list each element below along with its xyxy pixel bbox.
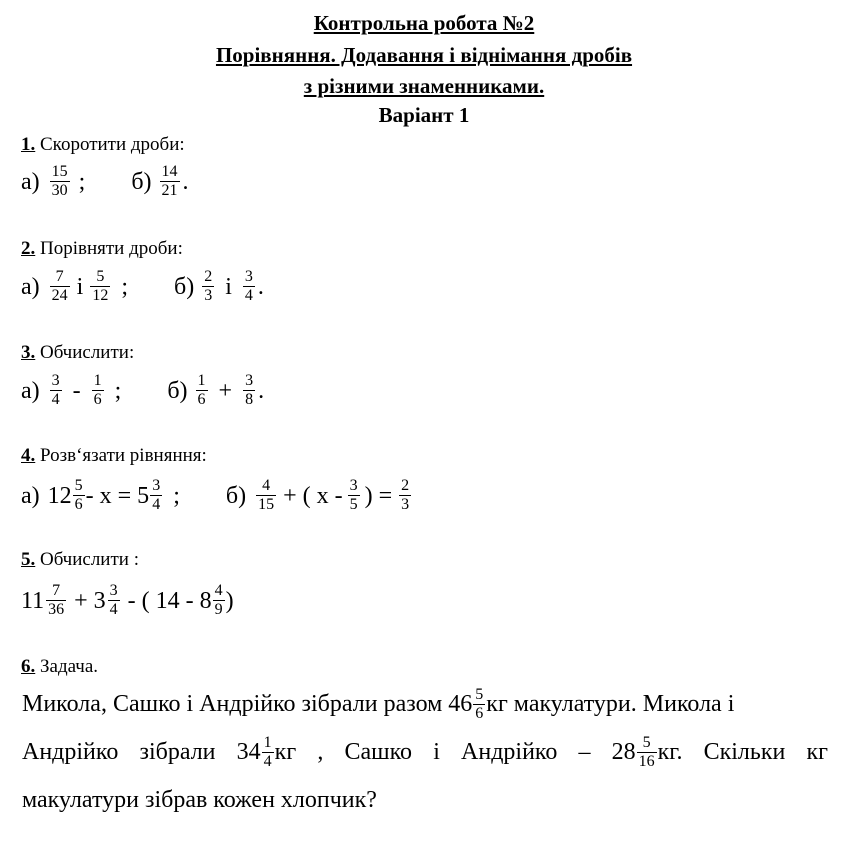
task-1-row: а) $\frac{15}{30}$ ; б) $\frac{14}{21}$ . bbox=[21, 163, 189, 199]
fraction: $\frac{3}{5}$ bbox=[349, 477, 358, 513]
fraction: $\frac{2}{3}$ bbox=[401, 477, 410, 513]
fraction: $\frac{7}{24}$ bbox=[51, 268, 68, 304]
task-4-heading bbox=[21, 445, 207, 467]
task-5-text: Обчислити : bbox=[40, 549, 139, 570]
label-b: б) bbox=[131, 168, 152, 195]
task-1-text: Скоротити дроби: bbox=[40, 134, 185, 155]
label-b: б) bbox=[167, 377, 188, 404]
label-a: а) bbox=[21, 377, 40, 404]
fraction: $\frac{1}{4}$ bbox=[263, 733, 272, 770]
fraction: $\frac{3}{4}$ bbox=[244, 268, 253, 304]
task-4-row: а) 12 $\frac{5}{6}$ - x = 5 $\frac{3}{4}$ ; б) $\frac{4}{15}$ + ( x - $\frac{3}{5}$ ) = $\frac{2}{3}$ bbox=[21, 477, 410, 513]
fraction: $\frac{5}{6}$ bbox=[74, 477, 83, 513]
variant-label: Варіант 1 bbox=[378, 103, 470, 127]
fraction: $\frac{2}{3}$ bbox=[204, 268, 213, 304]
task-2-row: а) $\frac{7}{24}$ і $\frac{5}{12}$ ; б) $\frac{2}{3}$ і $\frac{3}{4}$ . bbox=[21, 268, 264, 304]
label-b: б) bbox=[174, 273, 195, 300]
task-4-text: Розв‘язати рівняння: bbox=[40, 445, 207, 466]
task-3-row: а) $\frac{3}{4}$ - $\frac{1}{6}$ ; б) $\frac{1}{6}$ + $\frac{3}{8}$ . bbox=[21, 372, 265, 408]
task-3-number: 3. bbox=[21, 342, 36, 363]
label-a: а) bbox=[21, 273, 40, 300]
fraction: $\frac{3}{4}$ bbox=[109, 582, 118, 618]
task-5-number: 5. bbox=[21, 549, 36, 570]
paragraph-line-3: макулатури зібрав кожен хлопчик? bbox=[22, 787, 377, 813]
fraction: $\frac{4}{9}$ bbox=[214, 582, 223, 618]
task-2-text: Порівняти дроби: bbox=[40, 238, 183, 259]
fraction: $\frac{3}{4}$ bbox=[152, 477, 161, 513]
fraction: $\frac{5}{16}$ bbox=[638, 733, 655, 770]
task-6-paragraph bbox=[22, 685, 828, 814]
fraction: $\frac{7}{36}$ bbox=[48, 582, 65, 618]
task-2-heading bbox=[21, 238, 183, 260]
task-6-text: Задача. bbox=[40, 656, 99, 677]
task-3-heading bbox=[21, 342, 134, 364]
paragraph-line-2: Андрійко зібрали 34 $\frac{1}{4}$ кг , Сашко і Андрійко – 28 $\frac{5}{16}$ кг. Скільки кг bbox=[22, 733, 828, 770]
task-3-text: Обчислити: bbox=[40, 342, 135, 363]
task-1-heading bbox=[21, 134, 185, 156]
title: Контрольна робота №2 bbox=[313, 11, 535, 35]
fraction: $\frac{15}{30}$ bbox=[51, 163, 68, 199]
label-a: а) bbox=[21, 168, 40, 195]
task-5-heading bbox=[21, 549, 139, 571]
task-5-row: 11 $\frac{7}{36}$ + 3 $\frac{3}{4}$ - ( 14 - 8 $\frac{4}{9}$ ) bbox=[21, 582, 234, 618]
label-a: а) bbox=[21, 482, 40, 509]
task-6-number: 6. bbox=[21, 656, 36, 677]
fraction: $\frac{1}{6}$ bbox=[93, 372, 102, 408]
fraction: $\frac{4}{15}$ bbox=[258, 477, 275, 513]
paragraph-line-1: Микола, Сашко і Андрійко зібрали разом 46 $\frac{5}{6}$ кг макулатури. Микола і bbox=[22, 685, 735, 722]
task-2-number: 2. bbox=[21, 238, 36, 259]
fraction: $\frac{3}{8}$ bbox=[245, 372, 254, 408]
fraction: $\frac{3}{4}$ bbox=[51, 372, 60, 408]
task-4-number: 4. bbox=[21, 445, 36, 466]
fraction: $\frac{5}{12}$ bbox=[92, 268, 109, 304]
task-1-number: 1. bbox=[21, 134, 36, 155]
fraction: $\frac{1}{6}$ bbox=[197, 372, 206, 408]
fraction: $\frac{5}{6}$ bbox=[475, 685, 484, 722]
task-6-heading bbox=[21, 656, 98, 678]
subtitle-line-2: з різними знаменниками. bbox=[303, 74, 545, 98]
fraction: $\frac{14}{21}$ bbox=[161, 163, 178, 199]
label-b: б) bbox=[225, 482, 247, 509]
subtitle-line-1: Порівняння. Додавання і віднімання дробів bbox=[215, 43, 633, 67]
